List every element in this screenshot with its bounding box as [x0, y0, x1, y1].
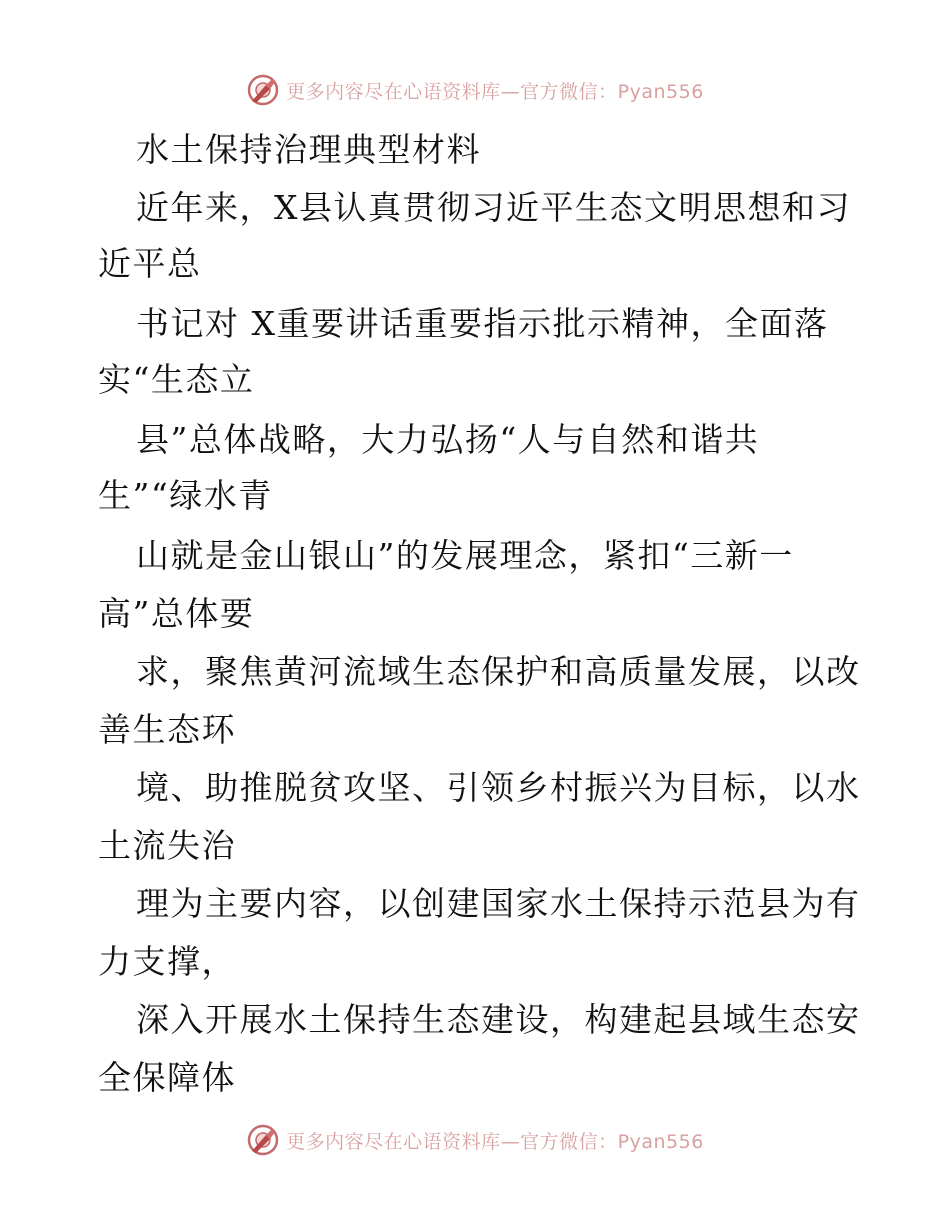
text-line: 全保障体	[98, 1058, 236, 1097]
text-line: 县”总体战略，大力弘扬“人与自然和谐共	[136, 420, 760, 459]
header-watermark	[0, 70, 950, 110]
text-line: 力支撑，	[98, 942, 236, 981]
text-line: 高”总体要	[98, 594, 255, 633]
text-line: 书记对 X重要讲话重要指示批示精神，全面落	[136, 304, 829, 343]
pen-logo-icon	[246, 73, 280, 107]
text-line: 土流失治	[98, 826, 236, 865]
text-line: 理为主要内容，以创建国家水土保持示范县为有	[136, 884, 861, 923]
text-line: 近年来，X县认真贯彻习近平生态文明思想和习	[136, 188, 851, 227]
footer-watermark	[0, 1120, 950, 1160]
text-line: 山就是金山银山”的发展理念，紧扣“三新一	[136, 536, 794, 575]
text-line: 深入开展水土保持生态建设，构建起县域生态安	[136, 1000, 861, 1039]
text-line: 生”“绿水青	[98, 476, 273, 515]
watermark-text: 更多内容尽在心语资料库—官方微信：Pyan556	[286, 80, 704, 103]
text-line: 近平总	[98, 244, 202, 283]
text-line: 实“生态立	[98, 360, 255, 399]
text-line: 求，聚焦黄河流域生态保护和高质量发展，以改	[136, 652, 861, 691]
text-line: 善生态环	[98, 710, 236, 749]
pen-logo-icon	[246, 1123, 280, 1157]
watermark-text: 更多内容尽在心语资料库—官方微信：Pyan556	[286, 1130, 704, 1153]
document-title: 水土保持治理典型材料	[136, 130, 481, 169]
text-line: 境、助推脱贫攻坚、引领乡村振兴为目标，以水	[136, 768, 861, 807]
